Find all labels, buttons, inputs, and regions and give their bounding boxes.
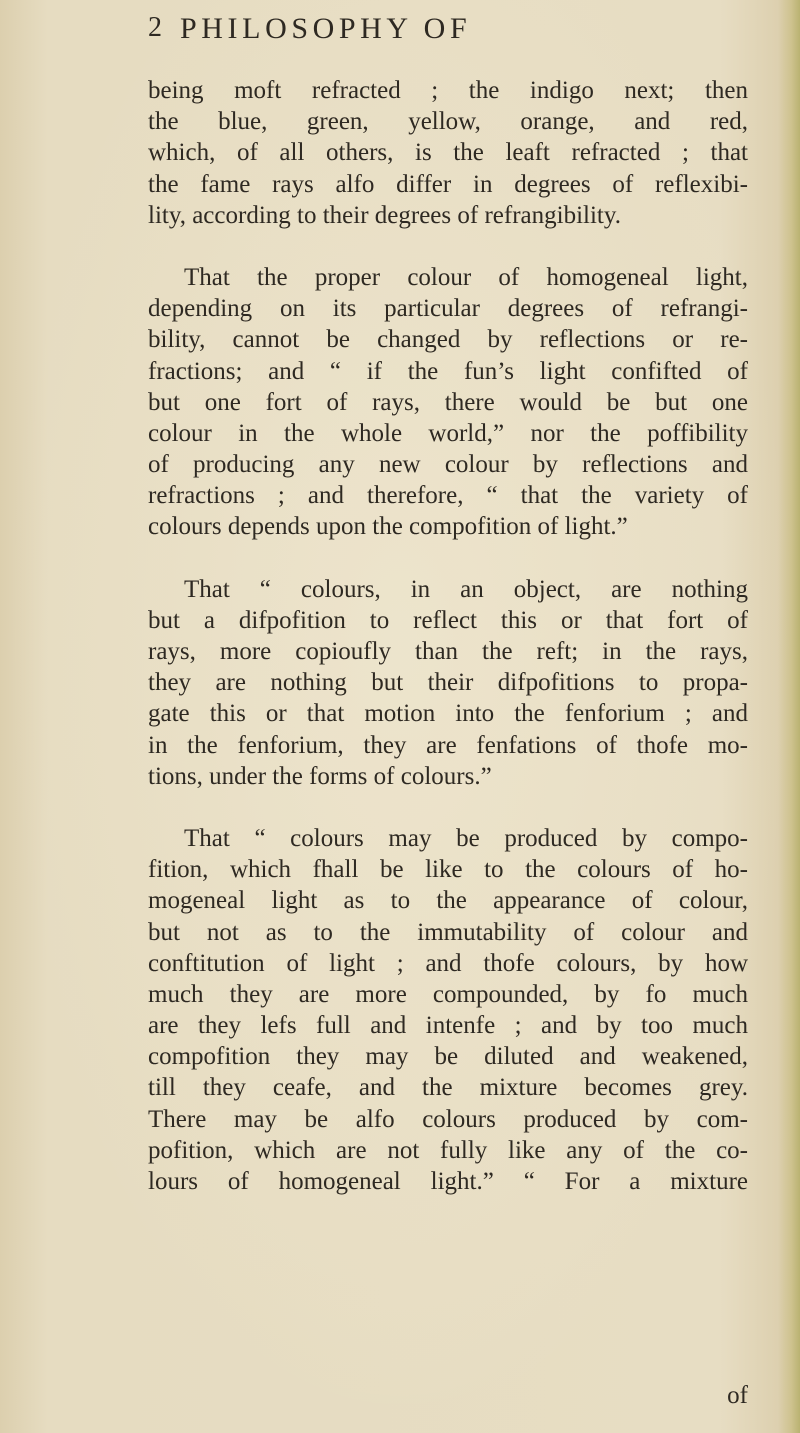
text-line: colour in the whole world,” nor the poffibility [148, 419, 748, 447]
text-line: of producing any new colour by reflections and [148, 451, 748, 479]
text-line: much they are more compounded, by fo much [148, 980, 748, 1008]
text-line: the blue, green, yellow, orange, and red, [148, 108, 748, 136]
text-line: are they lefs full and intenfe ; and by too much [148, 1012, 748, 1040]
paragraph [148, 262, 748, 543]
page-edge-shading [778, 0, 800, 1433]
text-line: compofition they may be diluted and weakened, [148, 1043, 748, 1071]
text-line: but not as to the immutability of colour and [148, 918, 748, 946]
page-header [148, 12, 748, 56]
text-line: There may be alfo colours produced by com- [148, 1105, 748, 1133]
text-line: they are nothing but their difpofitions to propa- [148, 669, 748, 697]
text-line: which, of all others, is the leaft refracted ; that [148, 139, 748, 167]
text-line: bility, cannot be changed by reflections or re- [148, 326, 748, 354]
text-line: colours depends upon the compofition of light.” [148, 513, 628, 541]
text-line: tions, under the forms of colours.” [148, 762, 492, 790]
text-line: That “ colours, in an object, are nothing [184, 575, 748, 603]
text-line: rays, more copioufly than the reft; in the rays, [148, 638, 748, 665]
text-line: pofition, which are not fully like any of the co- [148, 1136, 748, 1164]
text-line: lours of homogeneal light.” “ For a mixture [148, 1168, 748, 1195]
text-line: till they ceafe, and the mixture becomes grey. [148, 1074, 748, 1102]
paragraph [148, 574, 748, 792]
page-number: 2 [148, 12, 162, 43]
text-line: fractions; and “ if the fun’s light confifted of [148, 357, 748, 385]
catchword: of [727, 1382, 748, 1409]
paragraph [148, 75, 748, 231]
text-line: gate this or that motion into the fenforium ; and [148, 700, 748, 728]
text-line: mogeneal light as to the appearance of colour, [148, 887, 748, 915]
running-head: PHILOSOPHY OF [180, 12, 472, 45]
text-line: lity, according to their degrees of refrangibility. [148, 201, 621, 229]
text-line: That the proper colour of homogeneal light, [184, 263, 748, 291]
paragraph [148, 823, 748, 1197]
text-line: in the fenforium, they are fenfations of thofe mo- [148, 731, 748, 759]
text-line: conftitution of light ; and thofe colours, by how [148, 949, 748, 977]
text-line: but one fort of rays, there would be but one [148, 388, 748, 416]
text-line: but a difpofition to reflect this or that fort of [148, 606, 748, 634]
text-line: refractions ; and therefore, “ that the variety of [148, 482, 748, 510]
text-line: That “ colours may be produced by compo- [184, 824, 748, 852]
text-line: depending on its particular degrees of refrangi- [148, 295, 748, 323]
text-line: fition, which fhall be like to the colours of ho- [148, 856, 748, 884]
text-line: being moft refracted ; the indigo next; then [148, 77, 748, 104]
body-text [148, 75, 748, 1228]
text-line: the fame rays alfo differ in degrees of reflexibi- [148, 170, 748, 198]
